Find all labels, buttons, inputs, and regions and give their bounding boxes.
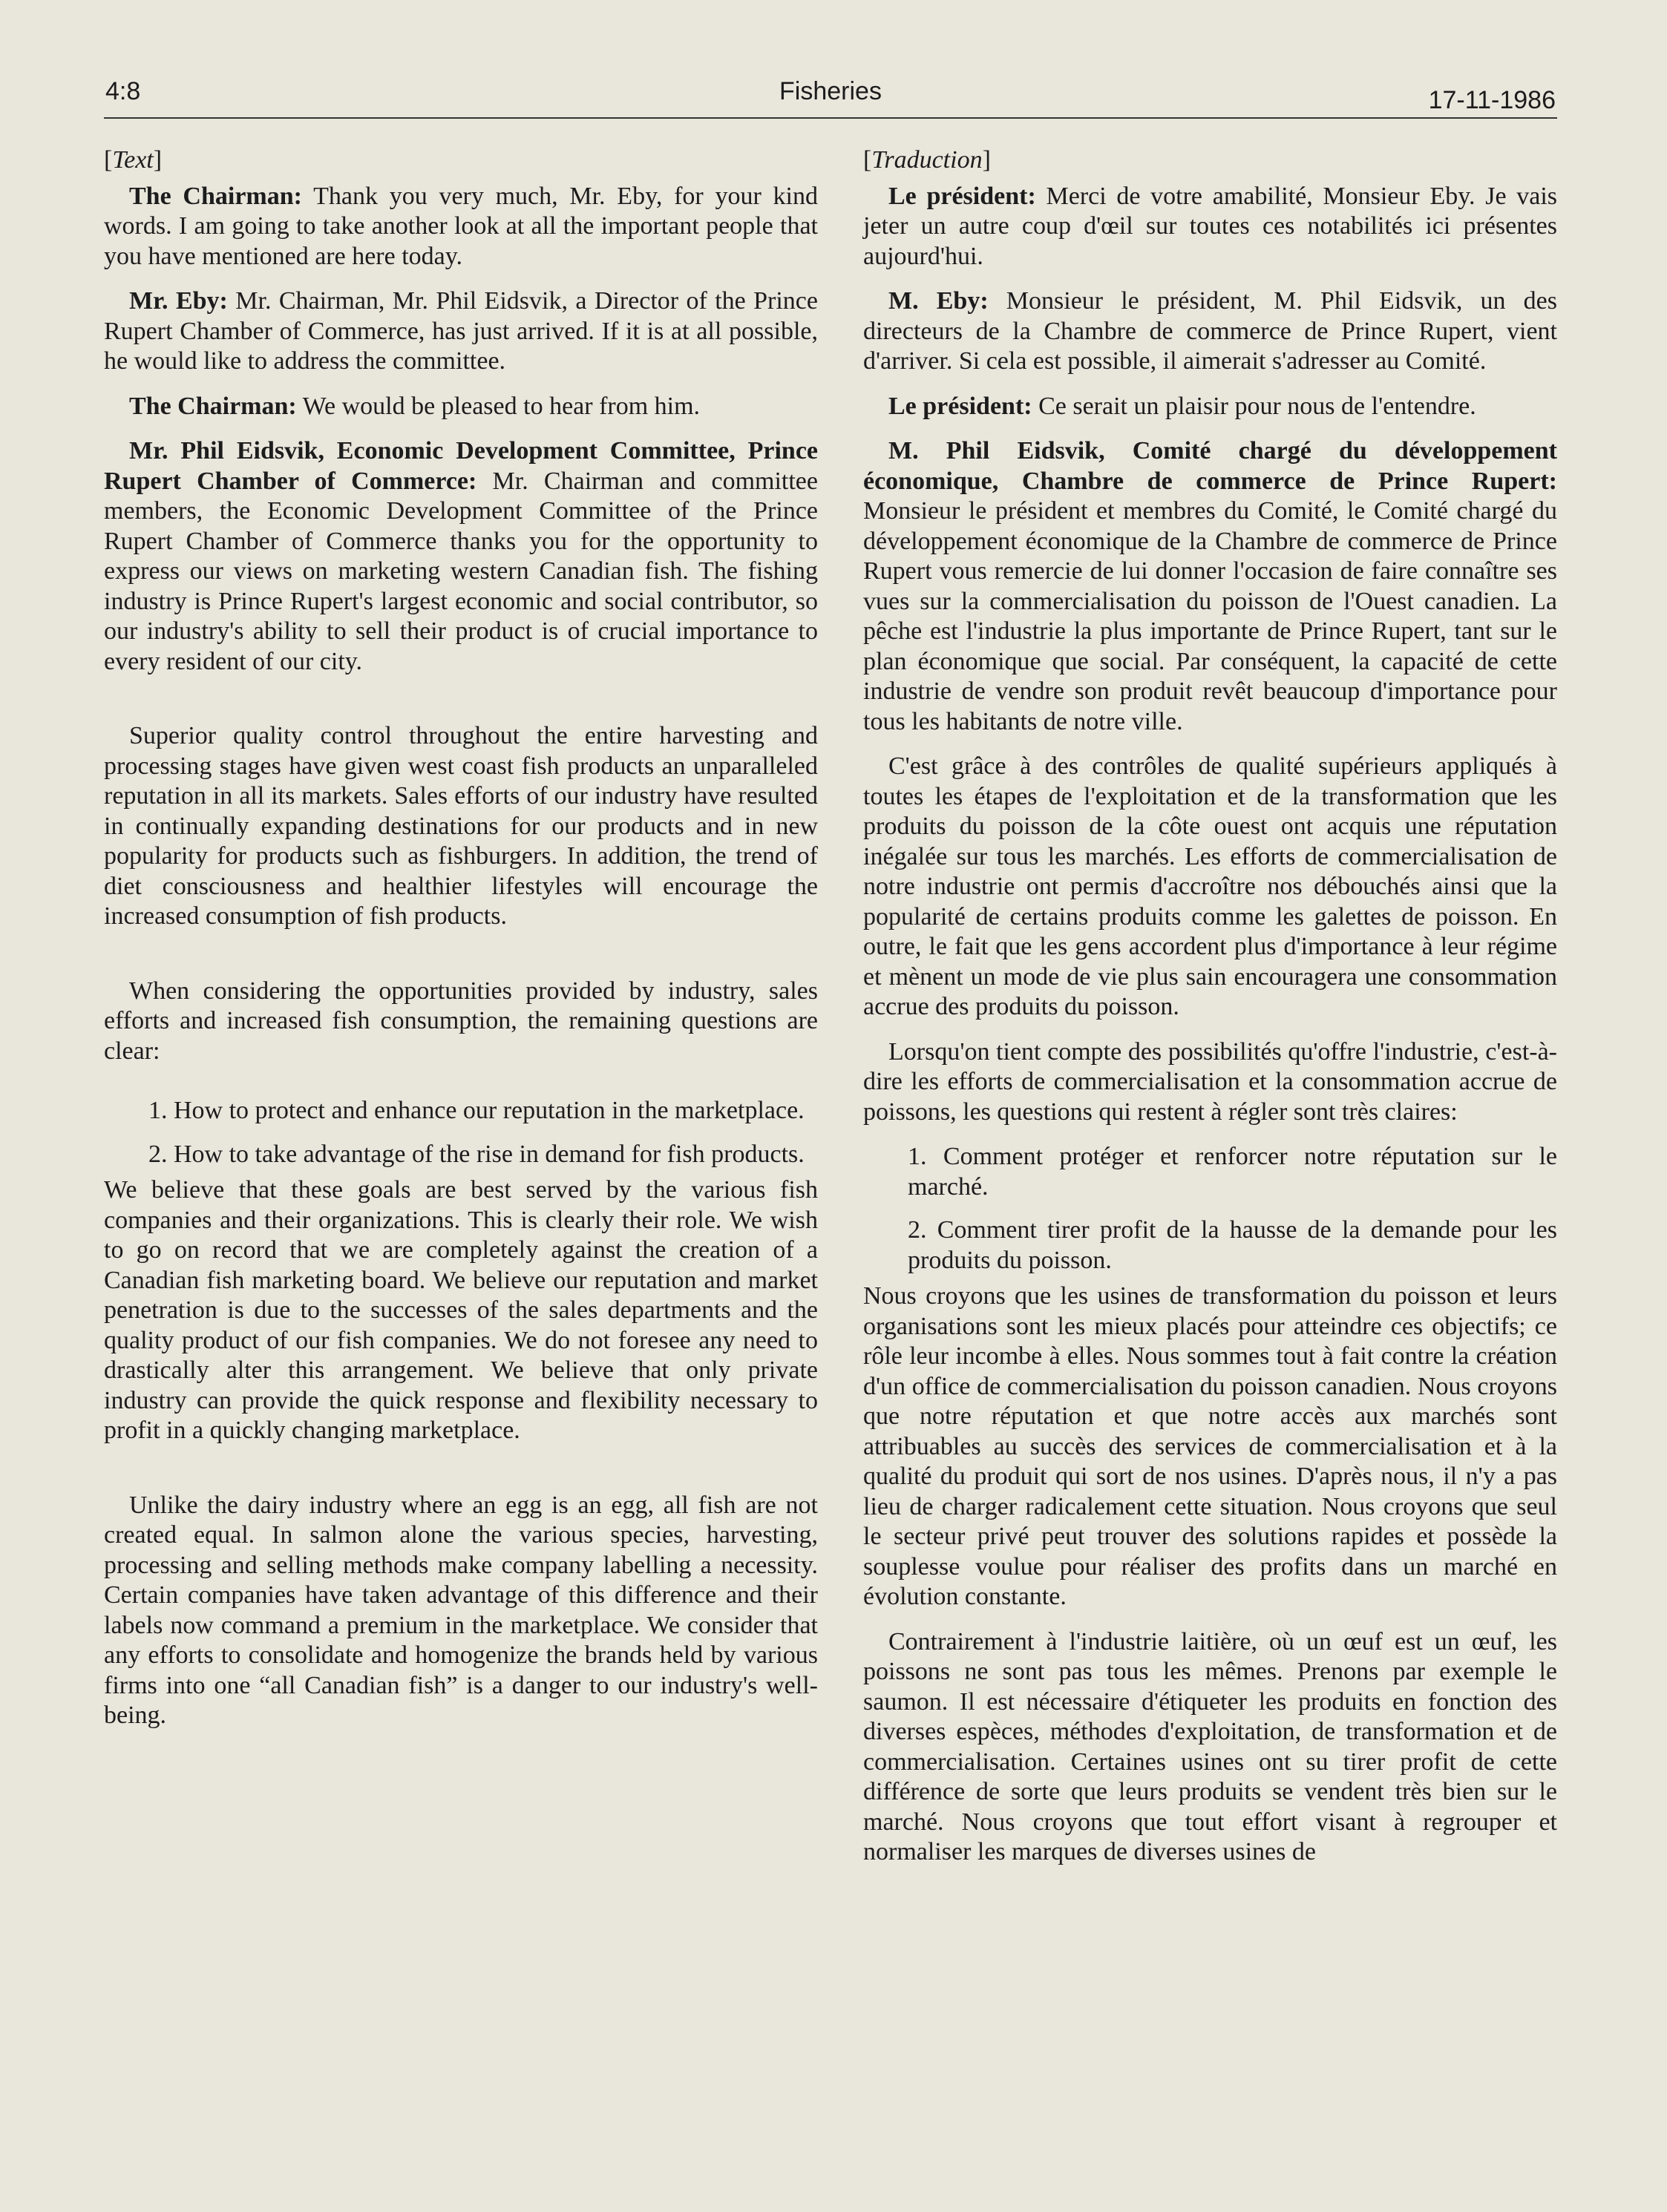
paragraph: [863, 182, 1557, 272]
speaker: Mr. Phil Eidsvik, Economic Development Committee, Prince Rupert Chamber of Commerce:: [104, 437, 818, 495]
speaker: Le président:: [888, 182, 1036, 210]
speech: Monsieur le président et membres du Comité, le Comité chargé du développement économique de la Chambre de commerce de Prince Rupert vous remercie de lui donner l'occasion de faire connaître ses vues sur la commercialisation du poisson de l'Ouest canadien. La pêche est l'industrie la plus importante de Prince Rupert, tant sur le plan économique que social. Par conséquent, la capacité de cette industrie de vendre son produit revêt beaucoup d'importance pour tous les habitants de notre ville.: [863, 497, 1557, 735]
paragraph: Contrairement à l'industrie laitière, où un œuf est un œuf, les poissons ne sont pas tous les mêmes. Prenons par exemple le saumon. Il est nécessaire d'étiqueter les produits en fonction des diverses espèces, méthodes d'exploitation, de transformation et de commercialisation. Certaines usines ont su tirer profit de cette différence de sorte que leurs produits se vendent très bien sur le marché. Nous croyons que tout effort visant à regrouper et normaliser les marques de diverses usines de: [863, 1627, 1557, 1865]
page-date: 17-11-1986: [1428, 86, 1556, 114]
paragraph: Unlike the dairy industry where an egg is an egg, all fish are not created equal. In salmon alone the various species, harvesting, processing and selling methods make company labelling a necessity. Certain companies have taken advantage of this difference and their labels now command a premium in the marketplace. We consider that any efforts to consolidate and homogenize the brands held by various firms into one “all Canadian fish” is a danger to our industry's well-being.: [104, 1491, 818, 1729]
paragraph: We believe that these goals are best served by the various fish companies and their organizations. This is clearly their role. We wish to go on record that we are completely against the creation of a Canadian fish marketing board. We believe our reputation and market penetration is due to the successes of the sales departments and the quality product of our fish companies. We do not foresee any need to drastically alter this arrangement. We believe that only private industry can provide the quick response and flexibility necessary to profit in a quickly changing marketplace.: [104, 1176, 818, 1444]
speaker: M. Phil Eidsvik, Comité chargé du développement économique, Chambre de commerce de Prince Rupert:: [863, 437, 1557, 495]
speaker: M. Eby:: [888, 287, 989, 315]
speaker: Mr. Eby:: [129, 287, 228, 315]
paragraph: Nous croyons que les usines de transformation du poisson et leurs organisations sont les mieux placés pour atteindre ces objectifs; ce rôle leur incombe à elles. Nous sommes tout à fait contre la création d'un office de commercialisation du poisson canadien. Nous croyons que notre réputation et que notre accès aux marchés sont attribuables au succès des services de commercialisation et à la qualité du produit qui sort de nos usines. D'après nous, il n'y a pas lieu de charger radicalement cette situation. Nous croyons que seul le secteur privé peut trouver des solutions rapides et possède la souplesse voulue pour réaliser des profits dans un marché en évolution constante.: [863, 1282, 1557, 1610]
speech: Mr. Chairman, Mr. Phil Eidsvik, a Director of the Prince Rupert Chamber of Commerce, has just arrived. If it is at all possible, he would like to address the committee.: [104, 287, 818, 375]
paragraph: [863, 392, 1557, 422]
speaker: The Chairman:: [129, 182, 302, 210]
english-column: [104, 145, 818, 1746]
list-item: 1. Comment protéger et renforcer notre réputation sur le marché.: [908, 1143, 1557, 1201]
paragraph: [104, 436, 818, 677]
list-item: 2. Comment tirer profit de la hausse de la demande pour les produits du poisson.: [908, 1216, 1557, 1274]
paragraph: [863, 436, 1557, 737]
paragraph: [104, 182, 818, 272]
speech: Mr. Chairman and committee members, the Economic Development Committee of the Prince Rupert Chamber of Commerce thanks you for the opportunity to express our views on marketing western Canadian fish. The fishing industry is Prince Rupert's largest economic and social contributor, so our industry's ability to sell their product is of crucial importance to every resident of our city.: [104, 467, 818, 675]
page-header: [104, 73, 1557, 119]
paragraph: [863, 286, 1557, 377]
paragraph: [104, 286, 818, 377]
speech: Thank you very much, Mr. Eby, for your kind words. I am going to take another look at all the important people that you have mentioned are here today.: [104, 182, 818, 270]
speech: Monsieur le président, M. Phil Eidsvik, un des directeurs de la Chambre de commerce de Prince Rupert, vient d'arriver. Si cela est possible, il aimerait s'adresser au Comité.: [863, 287, 1557, 375]
list-item: 1. How to protect and enhance our reputation in the marketplace.: [148, 1097, 805, 1124]
speech: Merci de votre amabilité, Monsieur Eby. Je vais jeter un autre coup d'œil sur toutes ces notabilités ici présentes aujourd'hui.: [863, 182, 1558, 270]
list-item: 2. How to take advantage of the rise in demand for fish products.: [148, 1140, 805, 1168]
paragraph: Lorsqu'on tient compte des possibilités qu'offre l'industrie, c'est-à-dire les efforts de commercialisation et la consommation accrue de poissons, les questions qui restent à régler sont très claires:: [863, 1037, 1557, 1126]
section-tag-label: Traduction: [871, 146, 983, 174]
section-tag: [Text]: [104, 146, 163, 174]
french-column: [863, 145, 1557, 1883]
section-tag-label: Text: [112, 146, 154, 174]
speech: Ce serait un plaisir pour nous de l'entendre.: [1032, 392, 1476, 420]
speaker: Le président:: [888, 392, 1032, 420]
paragraph: [104, 392, 818, 422]
page-number: 4:8: [105, 77, 141, 105]
paragraph: When considering the opportunities provided by industry, sales efforts and increased fish consumption, the remaining questions are clear:: [104, 977, 818, 1065]
section-tag: [Traduction]: [863, 146, 991, 174]
speaker: The Chairman:: [129, 392, 297, 420]
paragraph: C'est grâce à des contrôles de qualité supérieurs appliqués à toutes les étapes de l'exploitation et de la transformation que les produits du poisson de la côte ouest ont acquis une réputation inégalée sur tous les marchés. Les efforts de commercialisation de notre industrie ont permis d'accroître nos débouchés ainsi que la popularité de certains produits comme les galettes de poisson. En outre, le fait que les gens accordent plus d'importance à leur régime et mènent un mode de vie plus sain encouragera une consommation accrue des produits du poisson.: [863, 752, 1557, 1020]
page-title: Fisheries: [779, 77, 882, 105]
paragraph: Superior quality control throughout the entire harvesting and processing stages have given west coast fish products an unparalleled reputation in all its markets. Sales efforts of our industry have resulted in continually expanding destinations for our products and in new popularity for products such as fishburgers. In addition, the trend of diet consciousness and healthier lifestyles will encourage the increased consumption of fish products.: [104, 722, 818, 930]
speech: We would be pleased to hear from him.: [296, 392, 701, 420]
